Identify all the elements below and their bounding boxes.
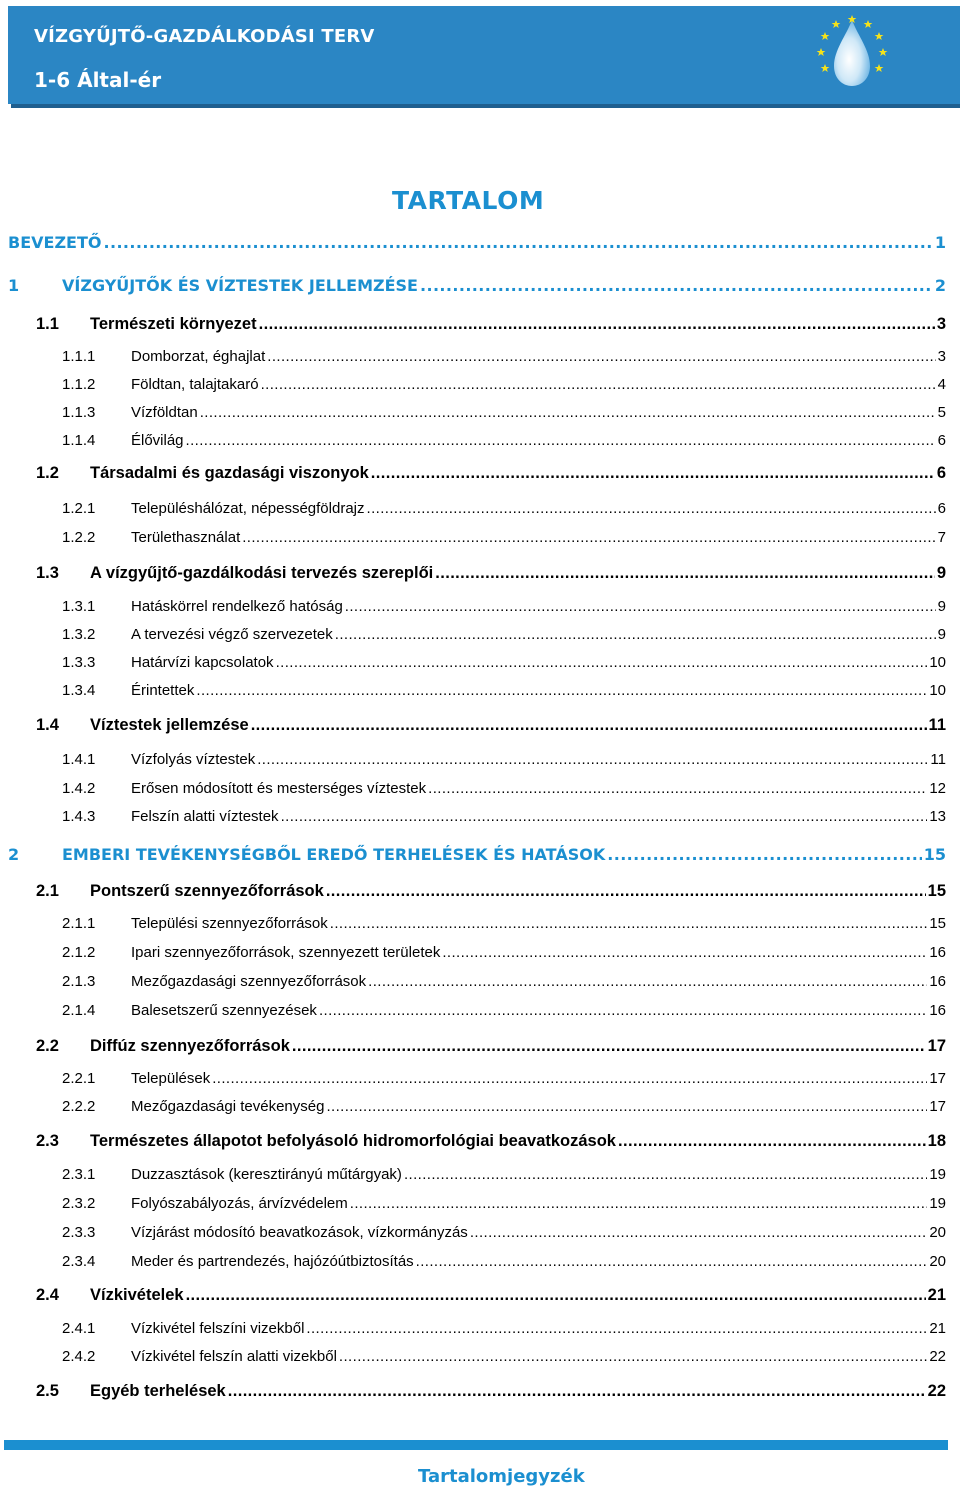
toc-entry-page: 13: [929, 808, 946, 825]
toc-entry-number: 2.1.1: [62, 915, 96, 932]
toc-entry-title: Hatáskörrel rendelkező hatóság: [131, 598, 343, 615]
toc-dot-leader: [186, 1286, 926, 1305]
toc-entry-title: Erősen módosított és mesterséges víztestek: [131, 780, 427, 797]
toc-entry[interactable]: [36, 564, 946, 583]
toc-entry-title: Települések: [131, 1070, 211, 1087]
toc-entry-number: 1.3.1: [62, 598, 96, 615]
toc-entry-title: Földtan, talajtakaró: [131, 376, 259, 393]
toc-entry-page: 7: [937, 529, 946, 546]
footer-rule: [4, 1440, 948, 1450]
toc-entry-number: 1.4.3: [62, 808, 96, 825]
toc-entry[interactable]: [62, 376, 946, 393]
toc-entry-page: 17: [929, 1098, 946, 1115]
toc-dot-leader: [257, 751, 928, 768]
toc-entry-page: 20: [929, 1224, 946, 1241]
footer-label: Tartalomjegyzék: [418, 1466, 585, 1487]
toc-dot-leader: [470, 1224, 928, 1241]
toc-entry-title: EMBERI TEVÉKENYSÉGBŐL EREDŐ TERHELÉSEK ÉS HATÁSOK: [62, 845, 606, 864]
toc-dot-leader: [261, 376, 936, 393]
toc-entry-title: Vízfolyás víztestek: [131, 751, 256, 768]
toc-entry-title: Települési szennyezőforrások: [131, 915, 328, 932]
toc-entry[interactable]: [36, 1037, 946, 1056]
toc-entry[interactable]: [36, 1286, 946, 1305]
toc-dot-leader: [228, 1382, 926, 1401]
toc-dot-leader: [330, 915, 928, 932]
toc-entry-number: 1.4: [36, 716, 59, 734]
toc-entry[interactable]: [8, 845, 946, 864]
toc-dot-leader: [242, 529, 935, 546]
toc-entry-page: 10: [929, 654, 946, 671]
toc-entry-page: 15: [923, 845, 946, 864]
toc-entry-page: 15: [927, 882, 946, 900]
toc-dot-leader: [103, 233, 932, 252]
toc-entry-number: 2.4.1: [62, 1320, 96, 1337]
toc-entry-title: Vízföldtan: [131, 404, 198, 421]
toc-dot-leader: [326, 882, 926, 901]
toc-dot-leader: [618, 1132, 926, 1151]
toc-dot-leader: [335, 626, 936, 643]
toc-entry-number: 2.5: [36, 1382, 59, 1400]
toc-entry-page: 12: [929, 780, 946, 797]
toc-entry[interactable]: [62, 808, 946, 825]
toc-entry-number: 1.1.3: [62, 404, 96, 421]
toc-dot-leader: [416, 1253, 928, 1270]
toc-entry-page: 9: [937, 626, 946, 643]
toc-entry-page: 2: [934, 276, 946, 295]
toc-entry-title: Területhasználat: [131, 529, 241, 546]
toc-entry-title: Diffúz szennyezőforrások: [90, 1037, 290, 1055]
toc-entry-title: A tervezési végző szervezetek: [131, 626, 333, 643]
toc-entry-title: Ipari szennyezőforrások, szennyezett területek: [131, 944, 441, 961]
toc-entry-title: Vízkivételek: [90, 1286, 184, 1304]
toc-dot-leader: [186, 432, 936, 449]
toc-entry-number: 2.3.4: [62, 1253, 96, 1270]
toc-entry[interactable]: [62, 1195, 946, 1212]
toc-entry[interactable]: [62, 500, 946, 517]
toc-dot-leader: [435, 564, 935, 583]
toc-entry-number: 2.3.3: [62, 1224, 96, 1241]
toc-entry[interactable]: [62, 404, 946, 421]
toc-entry-title: Érintettek: [131, 682, 195, 699]
toc-entry-title: Felszín alatti víztestek: [131, 808, 279, 825]
toc-entry[interactable]: [62, 1166, 946, 1183]
toc-entry-number: 2.4.2: [62, 1348, 96, 1365]
toc-entry[interactable]: [62, 654, 946, 671]
toc-entry-page: 19: [929, 1166, 946, 1183]
toc-dot-leader: [404, 1166, 927, 1183]
toc-entry-title: Természeti környezet: [90, 315, 257, 333]
toc-entry[interactable]: [62, 944, 946, 961]
toc-dot-leader: [326, 1098, 927, 1115]
toc-entry-title: Meder és partrendezés, hajózóútbiztosítás: [131, 1253, 414, 1270]
toc-entry-number: 2.2: [36, 1037, 59, 1055]
toc-entry-number: 1.1.4: [62, 432, 96, 449]
toc-dot-leader: [420, 276, 933, 295]
toc-entry[interactable]: [62, 751, 946, 768]
toc-entry[interactable]: [36, 464, 946, 483]
toc-entry-page: 6: [937, 432, 946, 449]
toc-entry[interactable]: [62, 915, 946, 932]
toc-entry[interactable]: [62, 432, 946, 449]
toc-dot-leader: [367, 500, 936, 517]
toc-entry[interactable]: [62, 1253, 946, 1270]
toc-entry-page: 5: [937, 404, 946, 421]
toc-entry-number: 2.2.2: [62, 1098, 96, 1115]
toc-dot-leader: [281, 808, 928, 825]
toc-dot-leader: [212, 1070, 927, 1087]
toc-entry-number: 2.4: [36, 1286, 59, 1304]
toc-dot-leader: [339, 1348, 927, 1365]
toc-dot-leader: [306, 1320, 927, 1337]
water-drop-stars-logo-icon: [812, 14, 892, 96]
toc-entry-title: Mezőgazdasági tevékenység: [131, 1098, 325, 1115]
toc-entry-number: 2.3.1: [62, 1166, 96, 1183]
toc-entry-page: 17: [927, 1037, 946, 1055]
toc-dot-leader: [319, 1002, 927, 1019]
toc-entry-page: 16: [929, 1002, 946, 1019]
toc-entry[interactable]: [62, 973, 946, 990]
toc-entry-title: BEVEZETŐ: [8, 233, 102, 252]
toc-entry-title: Egyéb terhelések: [90, 1382, 226, 1400]
toc-entry[interactable]: [62, 1098, 946, 1115]
toc-entry[interactable]: [36, 1382, 946, 1401]
toc-entry-number: 1.1.2: [62, 376, 96, 393]
toc-entry[interactable]: [62, 780, 946, 797]
toc-entry[interactable]: [36, 1132, 946, 1151]
toc-dot-leader: [368, 973, 927, 990]
toc-entry-number: 1.2: [36, 464, 59, 482]
toc-entry-title: Duzzasztások (keresztirányú műtárgyak): [131, 1166, 402, 1183]
toc-entry-title: Határvízi kapcsolatok: [131, 654, 274, 671]
toc-entry-page: 9: [937, 598, 946, 615]
toc-entry-page: 1: [934, 233, 946, 252]
toc-entry[interactable]: [36, 716, 946, 735]
toc-entry-page: 21: [929, 1320, 946, 1337]
toc-entry[interactable]: [62, 1320, 946, 1337]
toc-entry-number: 1.3.2: [62, 626, 96, 643]
toc-dot-leader: [607, 845, 922, 864]
toc-entry-number: 1.2.1: [62, 500, 96, 517]
toc-entry-title: Víztestek jellemzése: [90, 716, 249, 734]
toc-dot-leader: [371, 464, 935, 483]
toc-entry-page: 3: [937, 348, 946, 365]
toc-entry[interactable]: [8, 276, 946, 295]
toc-entry-number: 2: [8, 845, 20, 864]
toc-dot-leader: [350, 1195, 928, 1212]
toc-entry-page: 6: [937, 500, 946, 517]
toc-entry-number: 1.4.1: [62, 751, 96, 768]
toc-entry-number: 2.3.2: [62, 1195, 96, 1212]
page-header: [8, 6, 960, 104]
toc-heading: TARTALOM: [392, 186, 545, 215]
toc-dot-leader: [259, 315, 935, 334]
toc-entry-page: 4: [937, 376, 946, 393]
toc-entry-page: 3: [936, 315, 946, 333]
toc-entry-title: Társadalmi és gazdasági viszonyok: [90, 464, 369, 482]
toc-entry[interactable]: [62, 598, 946, 615]
toc-entry-page: 10: [929, 682, 946, 699]
toc-entry-number: 1: [8, 276, 20, 295]
toc-entry[interactable]: [62, 626, 946, 643]
toc-dot-leader: [267, 348, 935, 365]
toc-entry-title: Vízjárást módosító beavatkozások, vízkormányzás: [131, 1224, 468, 1241]
toc-entry-page: 18: [927, 1132, 946, 1150]
toc-entry-title: A vízgyűjtő-gazdálkodási tervezés szereplői: [90, 564, 434, 582]
toc-entry[interactable]: [62, 1348, 946, 1365]
toc-entry-page: 19: [929, 1195, 946, 1212]
toc-entry-number: 1.3: [36, 564, 59, 582]
toc-entry-title: Mezőgazdasági szennyezőforrások: [131, 973, 367, 990]
toc-entry[interactable]: [62, 348, 946, 365]
toc-entry[interactable]: [62, 1070, 946, 1087]
toc-entry[interactable]: [62, 529, 946, 546]
toc-entry[interactable]: [36, 315, 946, 334]
toc-entry-page: 22: [927, 1382, 946, 1400]
toc-entry-page: 16: [929, 944, 946, 961]
toc-entry[interactable]: [36, 882, 946, 901]
toc-entry-page: 6: [936, 464, 946, 482]
toc-entry-title: Településhálózat, népességföldrajz: [131, 500, 365, 517]
toc-entry-page: 15: [929, 915, 946, 932]
toc-entry-number: 1.3.3: [62, 654, 96, 671]
toc-entry[interactable]: [62, 1002, 946, 1019]
toc-dot-leader: [200, 404, 936, 421]
toc-entry-number: 1.3.4: [62, 682, 96, 699]
toc-entry-title: Természetes állapotot befolyásoló hidromorfológiai beavatkozások: [90, 1132, 616, 1150]
toc-dot-leader: [428, 780, 927, 797]
toc-entry-page: 17: [929, 1070, 946, 1087]
toc-dot-leader: [292, 1037, 926, 1056]
toc-entry-title: Élővilág: [131, 432, 184, 449]
toc-dot-leader: [251, 716, 927, 735]
toc-entry-page: 22: [929, 1348, 946, 1365]
toc-entry-page: 20: [929, 1253, 946, 1270]
toc-entry-title: Pontszerű szennyezőforrások: [90, 882, 324, 900]
toc-entry[interactable]: [62, 1224, 946, 1241]
toc-entry-number: 2.3: [36, 1132, 59, 1150]
toc-entry-title: Vízkivétel felszín alatti vizekből: [131, 1348, 337, 1365]
toc-entry-number: 2.1: [36, 882, 59, 900]
toc-entry-number: 2.1.2: [62, 944, 96, 961]
toc-entry-page: 21: [927, 1286, 946, 1304]
plan-title: VÍZGYŰJTŐ-GAZDÁLKODÁSI TERV: [34, 26, 375, 47]
toc-entry-page: 16: [929, 973, 946, 990]
basin-title: 1-6 Által-ér: [34, 68, 162, 92]
toc-entry-number: 2.1.3: [62, 973, 96, 990]
toc-entry-page: 11: [928, 716, 946, 734]
toc-entry-title: VÍZGYŰJTŐK ÉS VÍZTESTEK JELLEMZÉSE: [62, 276, 418, 295]
toc-dot-leader: [196, 682, 927, 699]
toc-entry-number: 1.2.2: [62, 529, 96, 546]
toc-entry[interactable]: [8, 233, 946, 252]
toc-dot-leader: [276, 654, 928, 671]
toc-entry[interactable]: [62, 682, 946, 699]
toc-entry-title: Domborzat, éghajlat: [131, 348, 266, 365]
toc-entry-number: 1.4.2: [62, 780, 96, 797]
toc-entry-page: 9: [936, 564, 946, 582]
toc-entry-title: Balesetszerű szennyezések: [131, 1002, 317, 1019]
toc-dot-leader: [345, 598, 936, 615]
toc-entry-title: Folyószabályozás, árvízvédelem: [131, 1195, 348, 1212]
toc-entry-number: 1.1: [36, 315, 59, 333]
toc-entry-page: 11: [930, 751, 946, 768]
toc-entry-number: 2.1.4: [62, 1002, 96, 1019]
toc-entry-number: 2.2.1: [62, 1070, 96, 1087]
toc-dot-leader: [442, 944, 927, 961]
toc-entry-title: Vízkivétel felszíni vizekből: [131, 1320, 305, 1337]
toc-entry-number: 1.1.1: [62, 348, 96, 365]
